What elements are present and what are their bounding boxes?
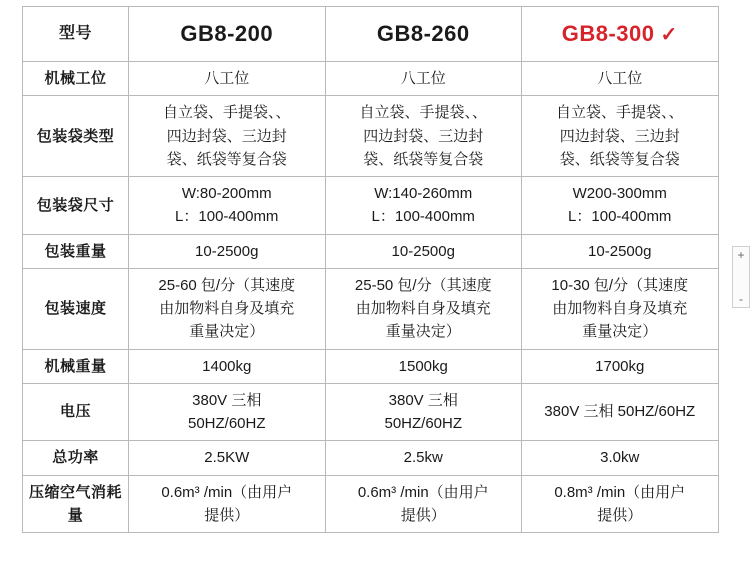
cell-machine-weight-gb8-260: 1500kg — [325, 349, 522, 383]
row-label-machine-weight: 机械重量 — [23, 349, 129, 383]
cell-bag-size-gb8-300: W200-300mm L：100-400mm — [522, 177, 719, 235]
table-row — [23, 383, 719, 441]
cell-bag-type-gb8-300: 自立袋、手提袋、、 四边封袋、三边封 袋、纸袋等复合袋 — [522, 96, 719, 177]
zoom-in-icon[interactable]: + — [737, 248, 745, 262]
cell-machine-weight-gb8-300: 1700kg — [522, 349, 719, 383]
row-label-total-power: 总功率 — [23, 441, 129, 475]
table-row — [23, 475, 719, 533]
cell-packing-weight-gb8-300: 10-2500g — [522, 234, 719, 268]
specification-table — [22, 6, 719, 533]
cell-machine-weight-gb8-200: 1400kg — [129, 349, 326, 383]
cell-bag-size-gb8-200: W:80-200mm L：100-400mm — [129, 177, 326, 235]
cell-packing-weight-gb8-260: 10-2500g — [325, 234, 522, 268]
cell-air-consumption-gb8-300: 0.8m³ /min（由用户 提供） — [522, 475, 719, 533]
cell-voltage-gb8-260: 380V 三相 50HZ/60HZ — [325, 383, 522, 441]
cell-stations-gb8-300: 八工位 — [522, 62, 719, 96]
table-header-model-gb8-260 — [325, 7, 522, 62]
table-row — [23, 234, 719, 268]
cell-packing-speed-gb8-260: 25-50 包/分（其速度 由加物料自身及填充 重量决定） — [325, 268, 522, 349]
table-row — [23, 441, 719, 475]
check-icon: ✓ — [660, 24, 678, 46]
cell-bag-type-gb8-260: 自立袋、手提袋、、 四边封袋、三边封 袋、纸袋等复合袋 — [325, 96, 522, 177]
table-header-row — [23, 7, 719, 62]
cell-total-power-gb8-300: 3.0kw — [522, 441, 719, 475]
table-row — [23, 268, 719, 349]
row-label-voltage: 电压 — [23, 383, 129, 441]
row-label-air-consumption: 压缩空气消耗量 — [23, 475, 129, 533]
table-row — [23, 62, 719, 96]
table-header-model-label: 型号 — [23, 7, 129, 62]
model-name-gb8-300: GB8-300 — [561, 21, 655, 46]
row-label-bag-size: 包装袋尺寸 — [23, 177, 129, 235]
row-label-packing-weight: 包装重量 — [23, 234, 129, 268]
row-label-packing-speed: 包装速度 — [23, 268, 129, 349]
cell-stations-gb8-200: 八工位 — [129, 62, 326, 96]
table-row — [23, 349, 719, 383]
row-label-stations: 机械工位 — [23, 62, 129, 96]
cell-packing-speed-gb8-300: 10-30 包/分（其速度 由加物料自身及填充 重量决定） — [522, 268, 719, 349]
cell-air-consumption-gb8-200: 0.6m³ /min（由用户 提供） — [129, 475, 326, 533]
cell-voltage-gb8-300: 380V 三相 50HZ/60HZ — [522, 383, 719, 441]
cell-bag-type-gb8-200: 自立袋、手提袋、、 四边封袋、三边封 袋、纸袋等复合袋 — [129, 96, 326, 177]
table-header-model-gb8-200 — [129, 7, 326, 62]
cell-air-consumption-gb8-260: 0.6m³ /min（由用户 提供） — [325, 475, 522, 533]
zoom-control[interactable] — [732, 246, 750, 308]
cell-stations-gb8-260: 八工位 — [325, 62, 522, 96]
cell-voltage-gb8-200: 380V 三相 50HZ/60HZ — [129, 383, 326, 441]
cell-bag-size-gb8-260: W:140-260mm L：100-400mm — [325, 177, 522, 235]
table-row — [23, 96, 719, 177]
table-body — [23, 7, 719, 533]
cell-packing-speed-gb8-200: 25-60 包/分（其速度 由加物料自身及填充 重量决定） — [129, 268, 326, 349]
row-label-bag-type: 包装袋类型 — [23, 96, 129, 177]
cell-total-power-gb8-260: 2.5kw — [325, 441, 522, 475]
zoom-out-icon[interactable]: - — [739, 292, 743, 306]
cell-total-power-gb8-200: 2.5KW — [129, 441, 326, 475]
model-name-gb8-260: GB8-260 — [376, 21, 470, 46]
model-name-gb8-200: GB8-200 — [180, 21, 274, 46]
cell-packing-weight-gb8-200: 10-2500g — [129, 234, 326, 268]
table-row — [23, 177, 719, 235]
table-header-model-gb8-300 — [522, 7, 719, 62]
